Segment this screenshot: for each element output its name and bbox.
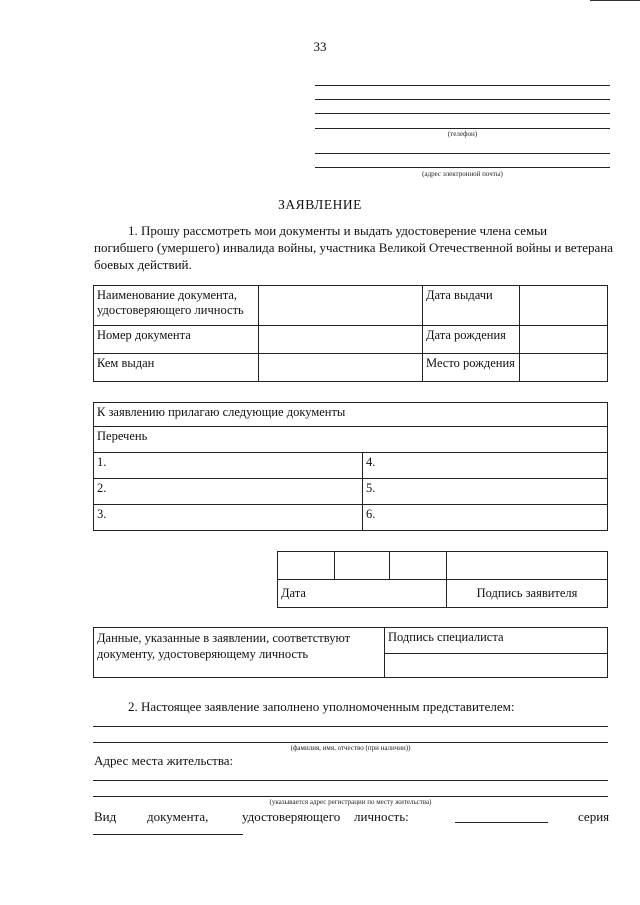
email-line-2: [315, 167, 610, 168]
page-title: ЗАЯВЛЕНИЕ: [278, 197, 362, 212]
doc-line-word-4: личность:: [354, 809, 409, 824]
representative-fio-line-2[interactable]: [93, 742, 608, 743]
verification-statement: Данные, указанные в заявлении, соответствуют документу, удостоверяющему личность: [94, 628, 385, 678]
doc-line-word-1: Вид: [94, 809, 117, 824]
email-caption: (адрес электронной почты): [422, 170, 503, 178]
attachment-item-3[interactable]: 3.: [94, 505, 363, 531]
email-line-1: [315, 153, 610, 154]
attachment-item-2[interactable]: 2.: [94, 479, 363, 505]
address-caption: (указывается адрес регистрации по месту жительства): [269, 798, 432, 806]
birth-date-value[interactable]: [520, 326, 608, 354]
date-year-cell[interactable]: [390, 552, 447, 580]
phone-line: [315, 128, 610, 129]
specialist-signature-value[interactable]: [385, 654, 608, 678]
attachment-item-5[interactable]: 5.: [363, 479, 608, 505]
issue-date-value[interactable]: [520, 286, 608, 326]
date-signature-table: [277, 551, 608, 608]
address-line-1[interactable]: [93, 780, 608, 781]
paragraph1-line3: боевых действий.: [94, 257, 192, 272]
doc-type-line[interactable]: [455, 822, 548, 823]
header-line-1: [315, 85, 610, 86]
fio-caption: (фамилия, имя, отчество (при наличии)): [290, 744, 411, 752]
issued-by-value[interactable]: [259, 354, 423, 382]
birth-place-value[interactable]: [520, 354, 608, 382]
applicant-signature-label: Подпись заявителя: [447, 580, 608, 608]
doc-name-label: Наименование документа, удостоверяющего личность: [94, 286, 259, 326]
signature-cell[interactable]: [447, 552, 608, 580]
date-month-cell[interactable]: [335, 552, 390, 580]
doc-line-word-3: удостоверяющего: [242, 809, 341, 824]
date-label: Дата: [278, 580, 447, 608]
header-line-3: [315, 113, 610, 114]
attachment-item-4[interactable]: 4.: [363, 453, 608, 479]
phone-caption: (телефон): [447, 130, 478, 138]
doc-line-word-5: серия: [578, 809, 610, 824]
doc-number-value[interactable]: [259, 326, 423, 354]
attachments-header: К заявлению прилагаю следующие документы: [94, 403, 608, 427]
date-day-cell[interactable]: [278, 552, 335, 580]
birth-date-label: Дата рождения: [423, 326, 520, 354]
birth-place-label: Место рождения: [423, 354, 520, 382]
header-line-2: [315, 99, 610, 100]
attachments-list-label: Перечень: [94, 427, 608, 453]
address-label: Адрес места жительства:: [94, 753, 234, 768]
representative-fio-line-1[interactable]: [93, 726, 608, 727]
page-edge-mark: [590, 0, 640, 1]
attachment-item-6[interactable]: 6.: [363, 505, 608, 531]
verification-table: [93, 627, 608, 678]
address-line-2[interactable]: [93, 796, 608, 797]
specialist-signature-label: Подпись специалиста: [385, 628, 608, 654]
issue-date-label: Дата выдачи: [423, 286, 520, 326]
issued-by-label: Кем выдан: [94, 354, 259, 382]
attachments-table: [93, 402, 608, 531]
paragraph1-line2: погибшего (умершего) инвалида войны, участника Великой Отечественной войны и ветерана: [94, 240, 614, 255]
doc-series-line[interactable]: [93, 834, 243, 835]
doc-number-label: Номер документа: [94, 326, 259, 354]
doc-name-value[interactable]: [259, 286, 423, 326]
page-number: 33: [313, 39, 327, 54]
paragraph2-text: 2. Настоящее заявление заполнено уполномоченным представителем:: [128, 699, 515, 714]
id-document-table: [93, 285, 608, 382]
paragraph1-line1: 1. Прошу рассмотреть мои документы и выдать удостоверение члена семьи: [128, 223, 548, 238]
doc-line-word-2: документа,: [147, 809, 209, 824]
attachment-item-1[interactable]: 1.: [94, 453, 363, 479]
